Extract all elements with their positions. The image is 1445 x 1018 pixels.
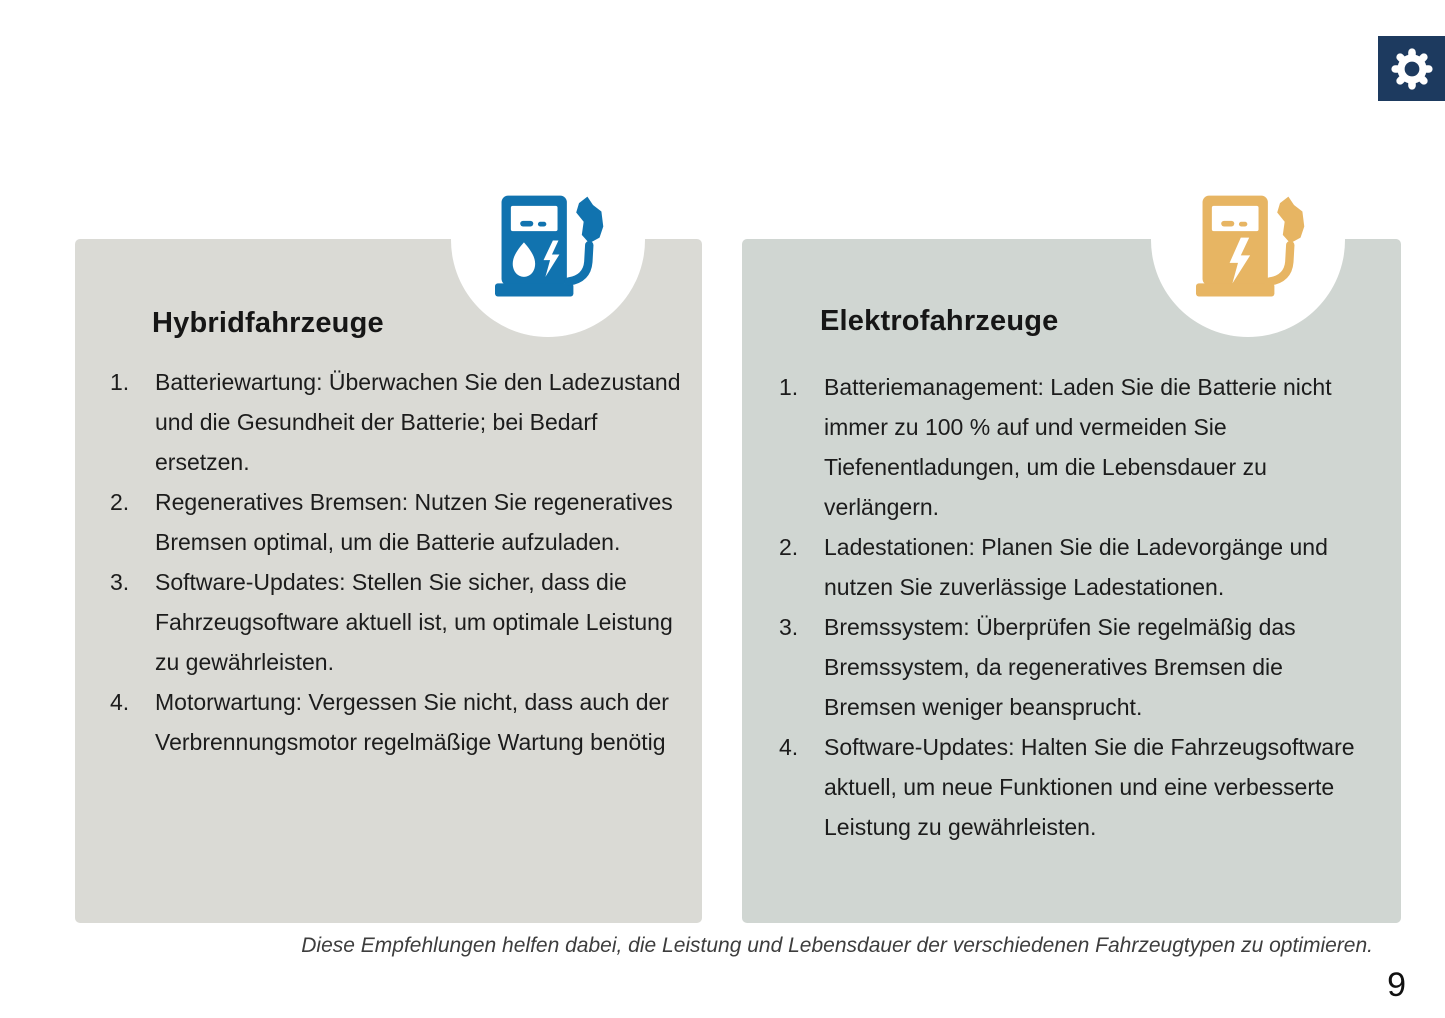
list-item-text: Regeneratives Bremsen: Nutzen Sie regeneratives Bremsen optimal, um die Batterie aufzuladen. <box>155 489 673 555</box>
page-caption: Diese Empfehlungen helfen dabei, die Leistung und Lebensdauer der verschiedenen Fahrzeugtypen zu optimieren. <box>301 934 1373 957</box>
settings-gear-badge <box>1378 36 1445 101</box>
hybrid-fuel-pump-icon <box>495 190 607 304</box>
list-item-number: 3. <box>779 614 799 640</box>
list-item <box>779 607 1357 727</box>
list-item-text: Ladestationen: Planen Sie die Ladevorgänge und nutzen Sie zuverlässige Ladestationen. <box>824 534 1328 600</box>
list-item-text: Batteriewartung: Überwachen Sie den Ladezustand und die Gesundheit der Batterie; bei Bedarf ersetzen. <box>155 369 681 475</box>
list-item <box>779 527 1357 607</box>
gear-icon <box>1386 43 1438 95</box>
list-item-number: 1. <box>110 369 130 395</box>
page-number: 9 <box>1387 966 1406 1004</box>
fuel-nozzle <box>576 197 603 244</box>
charging-nozzle <box>1277 197 1304 244</box>
list-item-number: 2. <box>779 534 799 560</box>
list-item-number: 1. <box>779 374 799 400</box>
ev-charging-pump-icon <box>1196 190 1308 304</box>
electric-card <box>742 239 1401 923</box>
list-item-text: Software-Updates: Halten Sie die Fahrzeugsoftware aktuell, um neue Funktionen und eine verbesserte Leistung zu gewährleisten. <box>824 734 1355 840</box>
list-item-number: 3. <box>110 569 130 595</box>
list-item-number: 4. <box>779 734 799 760</box>
list-item-number: 4. <box>110 689 130 715</box>
electric-card-title: Elektrofahrzeuge <box>820 305 1059 337</box>
pump-display <box>1212 206 1259 231</box>
hybrid-card-title: Hybridfahrzeuge <box>152 307 384 339</box>
list-item-number: 2. <box>110 489 130 515</box>
electric-tips-list <box>779 367 1357 847</box>
list-item <box>110 362 685 482</box>
fuel-hose <box>569 245 590 281</box>
list-item-text: Bremssystem: Überprüfen Sie regelmäßig das Bremssystem, da regeneratives Bremsen die Bremsen weniger beansprucht. <box>824 614 1296 720</box>
hybrid-tips-list <box>110 362 685 762</box>
list-item <box>110 482 685 562</box>
list-item <box>110 682 685 762</box>
list-item <box>779 367 1357 527</box>
charging-cable <box>1270 245 1291 281</box>
pump-display <box>511 206 558 231</box>
list-item-text: Batteriemanagement: Laden Sie die Batterie nicht immer zu 100 % auf und vermeiden Sie Tiefenentladungen, um die Lebensdauer zu verlängern. <box>824 374 1332 520</box>
list-item <box>779 727 1357 847</box>
hybrid-card <box>75 239 702 923</box>
list-item <box>110 562 685 682</box>
list-item-text: Motorwartung: Vergessen Sie nicht, dass auch der Verbrennungsmotor regelmäßige Wartung benötig <box>155 689 669 755</box>
list-item-text: Software-Updates: Stellen Sie sicher, dass die Fahrzeugsoftware aktuell ist, um optimale Leistung zu gewährleisten. <box>155 569 673 675</box>
